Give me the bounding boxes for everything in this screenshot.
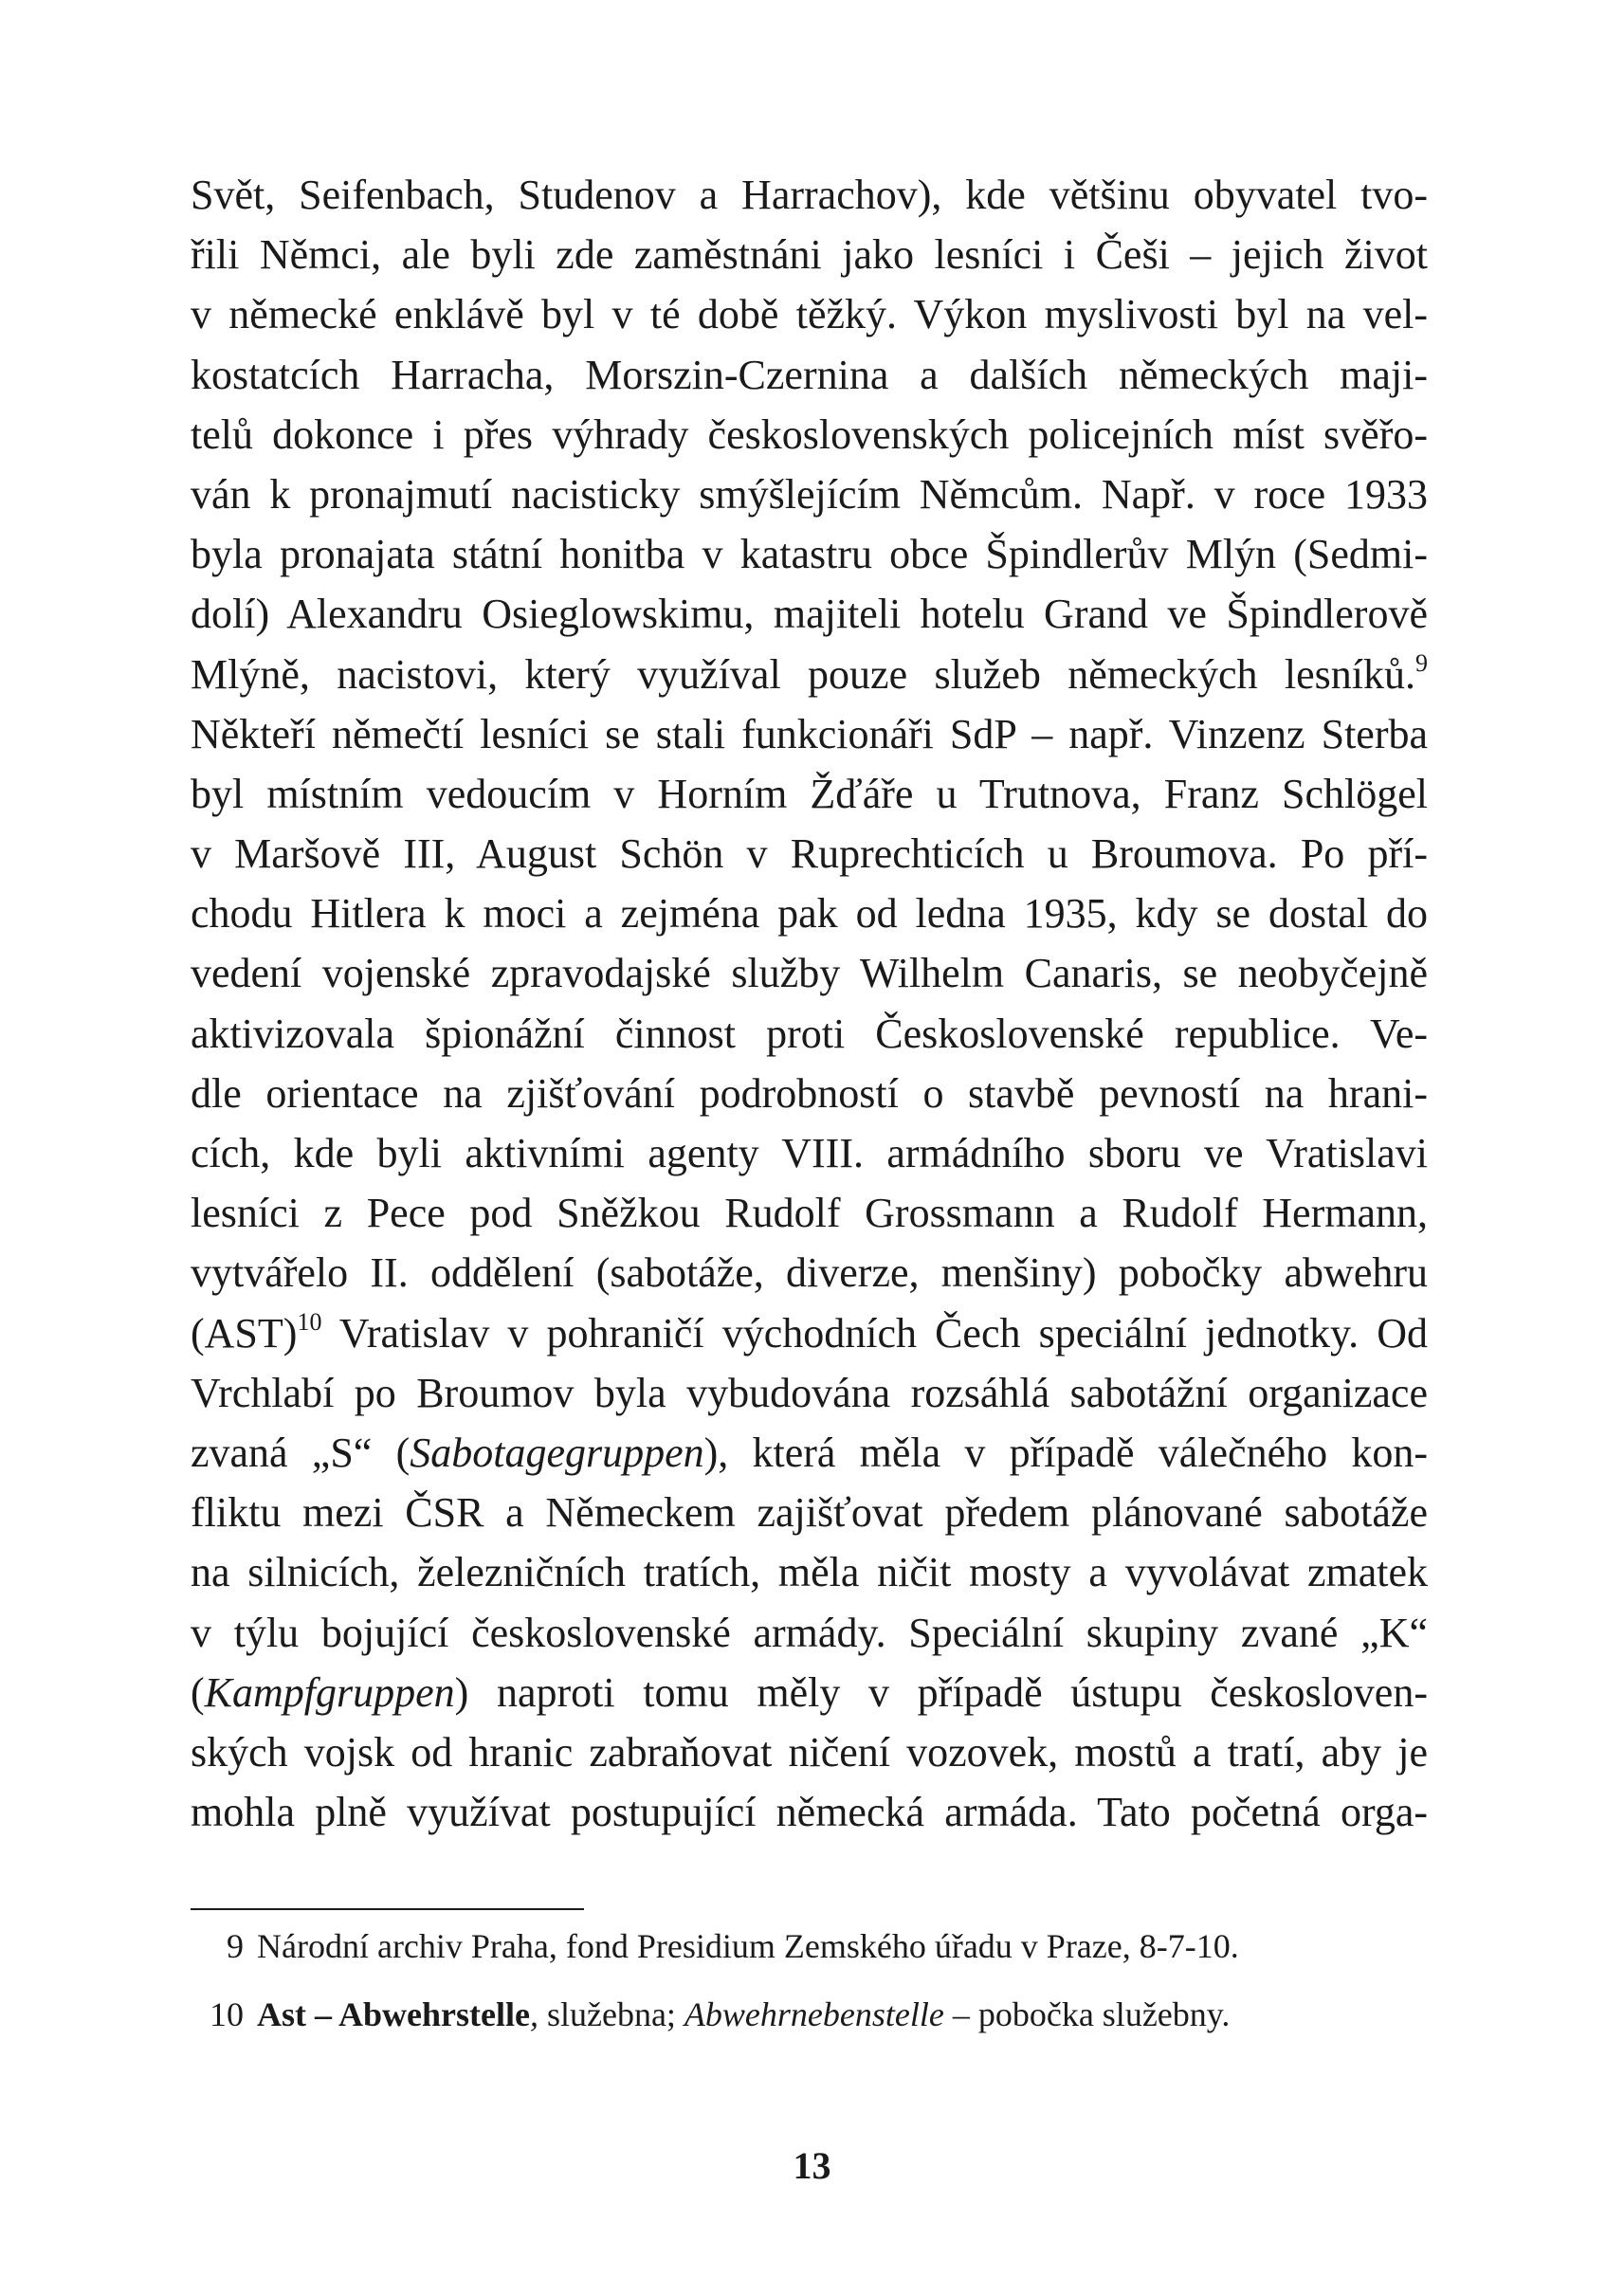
text-line: fliktu mezi ČSR a Německem zajišťovat předem plánované sabotáže (191, 1489, 1428, 1537)
line-text: Vratislav v pohraničí východních Čech speciální jednotky. Od (321, 1309, 1428, 1357)
text-line: mohla plně využívat postupující německá armáda. Tato početná orga- (191, 1789, 1428, 1836)
line-text: (AST) (191, 1309, 298, 1357)
text-line: Někteří němečtí lesníci se stali funkcionáři SdP – např. Vinzenz Sterba (191, 710, 1428, 757)
text-line (191, 645, 1428, 704)
text-line: v Maršově III, August Schön v Ruprechticích u Broumova. Po pří- (191, 830, 1428, 878)
footnote-ref-9[interactable]: 9 (1415, 648, 1428, 677)
footnote-bold-term: Ast – Abwehrstelle (257, 1995, 530, 2033)
text-line: kostatcích Harracha, Morszin-Czernina a dalších německých maji- (191, 351, 1428, 398)
text-line: Vrchlabí po Broumov byla vybudována rozsáhlá sabotážní organizace (191, 1369, 1428, 1416)
text-line (191, 1663, 1428, 1722)
text-line: byl místním vedoucím v Horním Žďáře u Trutnova, Franz Schlögel (191, 770, 1428, 817)
footnote-ref-10[interactable]: 10 (297, 1307, 322, 1336)
text-line: vytvářelo II. oddělení (sabotáže, diverze, menšiny) pobočky abwehru (191, 1249, 1428, 1297)
text-line: chodu Hitlera k moci a zejména pak od ledna 1935, kdy se dostal do (191, 890, 1428, 938)
footnote-number: 9 (227, 1927, 244, 1965)
text-line: telů dokonce i přes výhrady československých policejních míst svěřo- (191, 410, 1428, 458)
text-line: v německé enklávě byl v té době těžký. Výkon myslivosti byl na vel- (191, 291, 1428, 338)
footnote-separator (191, 1908, 584, 1910)
text-line: lesníci z Pece pod Sněžkou Rudolf Grossmann a Rudolf Hermann, (191, 1190, 1428, 1237)
footnote-comma: , (529, 1995, 538, 2033)
footnote-italic-term: Abwehrnebenstelle (684, 1995, 944, 2033)
text-line (191, 1423, 1428, 1483)
text-line: dolí) Alexandru Osieglowskimu, majiteli hotelu Grand ve Špindlerově (191, 591, 1428, 638)
line-text: ) naproti tomu měly v případě ústupu českosloven- (454, 1668, 1428, 1716)
text-line: vedení vojenské zpravodajské služby Wilhelm Canaris, se neobyčejně (191, 950, 1428, 997)
text-line: aktivizovala špionážní činnost proti Československé republice. Ve- (191, 1010, 1428, 1057)
body-text (191, 165, 1428, 1842)
line-text: zvaná „S“ ( (191, 1429, 411, 1476)
text-line: byla pronajata státní honitba v katastru obce Špindlerův Mlýn (Sedmi- (191, 531, 1428, 578)
page-number: 13 (793, 2144, 831, 2187)
text-line: ván k pronajmutí nacisticky smýšlejícím Němcům. Např. v roce 1933 (191, 470, 1428, 518)
line-text: ), která měla v případě válečného kon- (703, 1429, 1428, 1476)
text-line: ských vojsk od hranic zabraňovat ničení vozovek, mostů a tratí, aby je (191, 1728, 1428, 1776)
footnote-number: 10 (210, 1995, 244, 2033)
text-line: na silnicích, železničních tratích, měla ničit mosty a vyvolávat zmatek (191, 1549, 1428, 1596)
footnote-9 (191, 1924, 1428, 1968)
footnote-text: Národní archiv Praha, fond Presidium Zemského úřadu v Praze, 8-7-10. (257, 1927, 1239, 1965)
text-line: Svět, Seifenbach, Studenov a Harrachov), kde většinu obyvatel tvo- (191, 172, 1428, 218)
text-line: v týlu bojující československé armády. Speciální skupiny zvané „K“ (191, 1609, 1428, 1656)
text-line (191, 1303, 1428, 1363)
line-text: ( (191, 1668, 205, 1716)
text-line: dle orientace na zjišťování podrobností o stavbě pevností na hrani- (191, 1069, 1428, 1117)
footnote-text: – pobočka služebny. (943, 1995, 1231, 2033)
text-line: cích, kde byli aktivními agenty VIII. armádního sboru ve Vratislavi (191, 1130, 1428, 1176)
line-text: Mlýně, nacistovi, který využíval pouze služeb německých lesníků. (191, 650, 1415, 698)
italic-term: Kampfgruppen (204, 1668, 455, 1716)
italic-term: Sabotagegruppen (410, 1429, 704, 1476)
footnote-10 (191, 1993, 1428, 2036)
text-line: řili Němci, ale byli zde zaměstnáni jako lesníci i Češi – jejich život (191, 231, 1428, 279)
footnote-text: služebna; (538, 1995, 684, 2033)
